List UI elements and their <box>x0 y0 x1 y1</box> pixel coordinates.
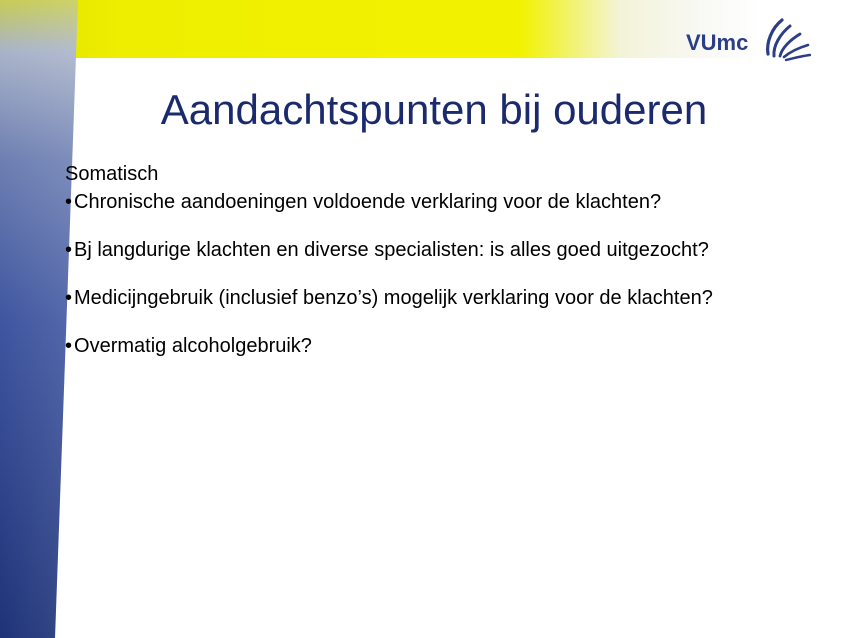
bullet-symbol: • <box>65 335 73 357</box>
bullet-text: Overmatig alcoholgebruik? <box>74 335 312 357</box>
section-heading: Somatisch <box>65 163 159 185</box>
logo-swirl-icon <box>760 14 816 66</box>
bullet-item <box>65 236 805 264</box>
bullet-symbol: • <box>65 191 73 213</box>
bullet-item <box>65 284 805 312</box>
slide-title: Aandachtspunten bij ouderen <box>160 86 708 133</box>
logo-text: VUmc <box>686 30 749 55</box>
vumc-logo <box>686 14 816 66</box>
bullet-text: Bj langdurige klachten en diverse specialisten: is alles goed uitgezocht? <box>74 239 709 261</box>
bullet-item <box>65 188 805 216</box>
bullet-symbol: • <box>65 239 73 261</box>
bullet-text: Medicijngebruik (inclusief benzo’s) mogelijk verklaring voor de klachten? <box>74 287 713 309</box>
bullet-item <box>65 332 805 360</box>
bullet-text: Chronische aandoeningen voldoende verklaring voor de klachten? <box>74 191 662 213</box>
bullet-symbol: • <box>65 287 73 309</box>
slide-body <box>65 160 805 380</box>
